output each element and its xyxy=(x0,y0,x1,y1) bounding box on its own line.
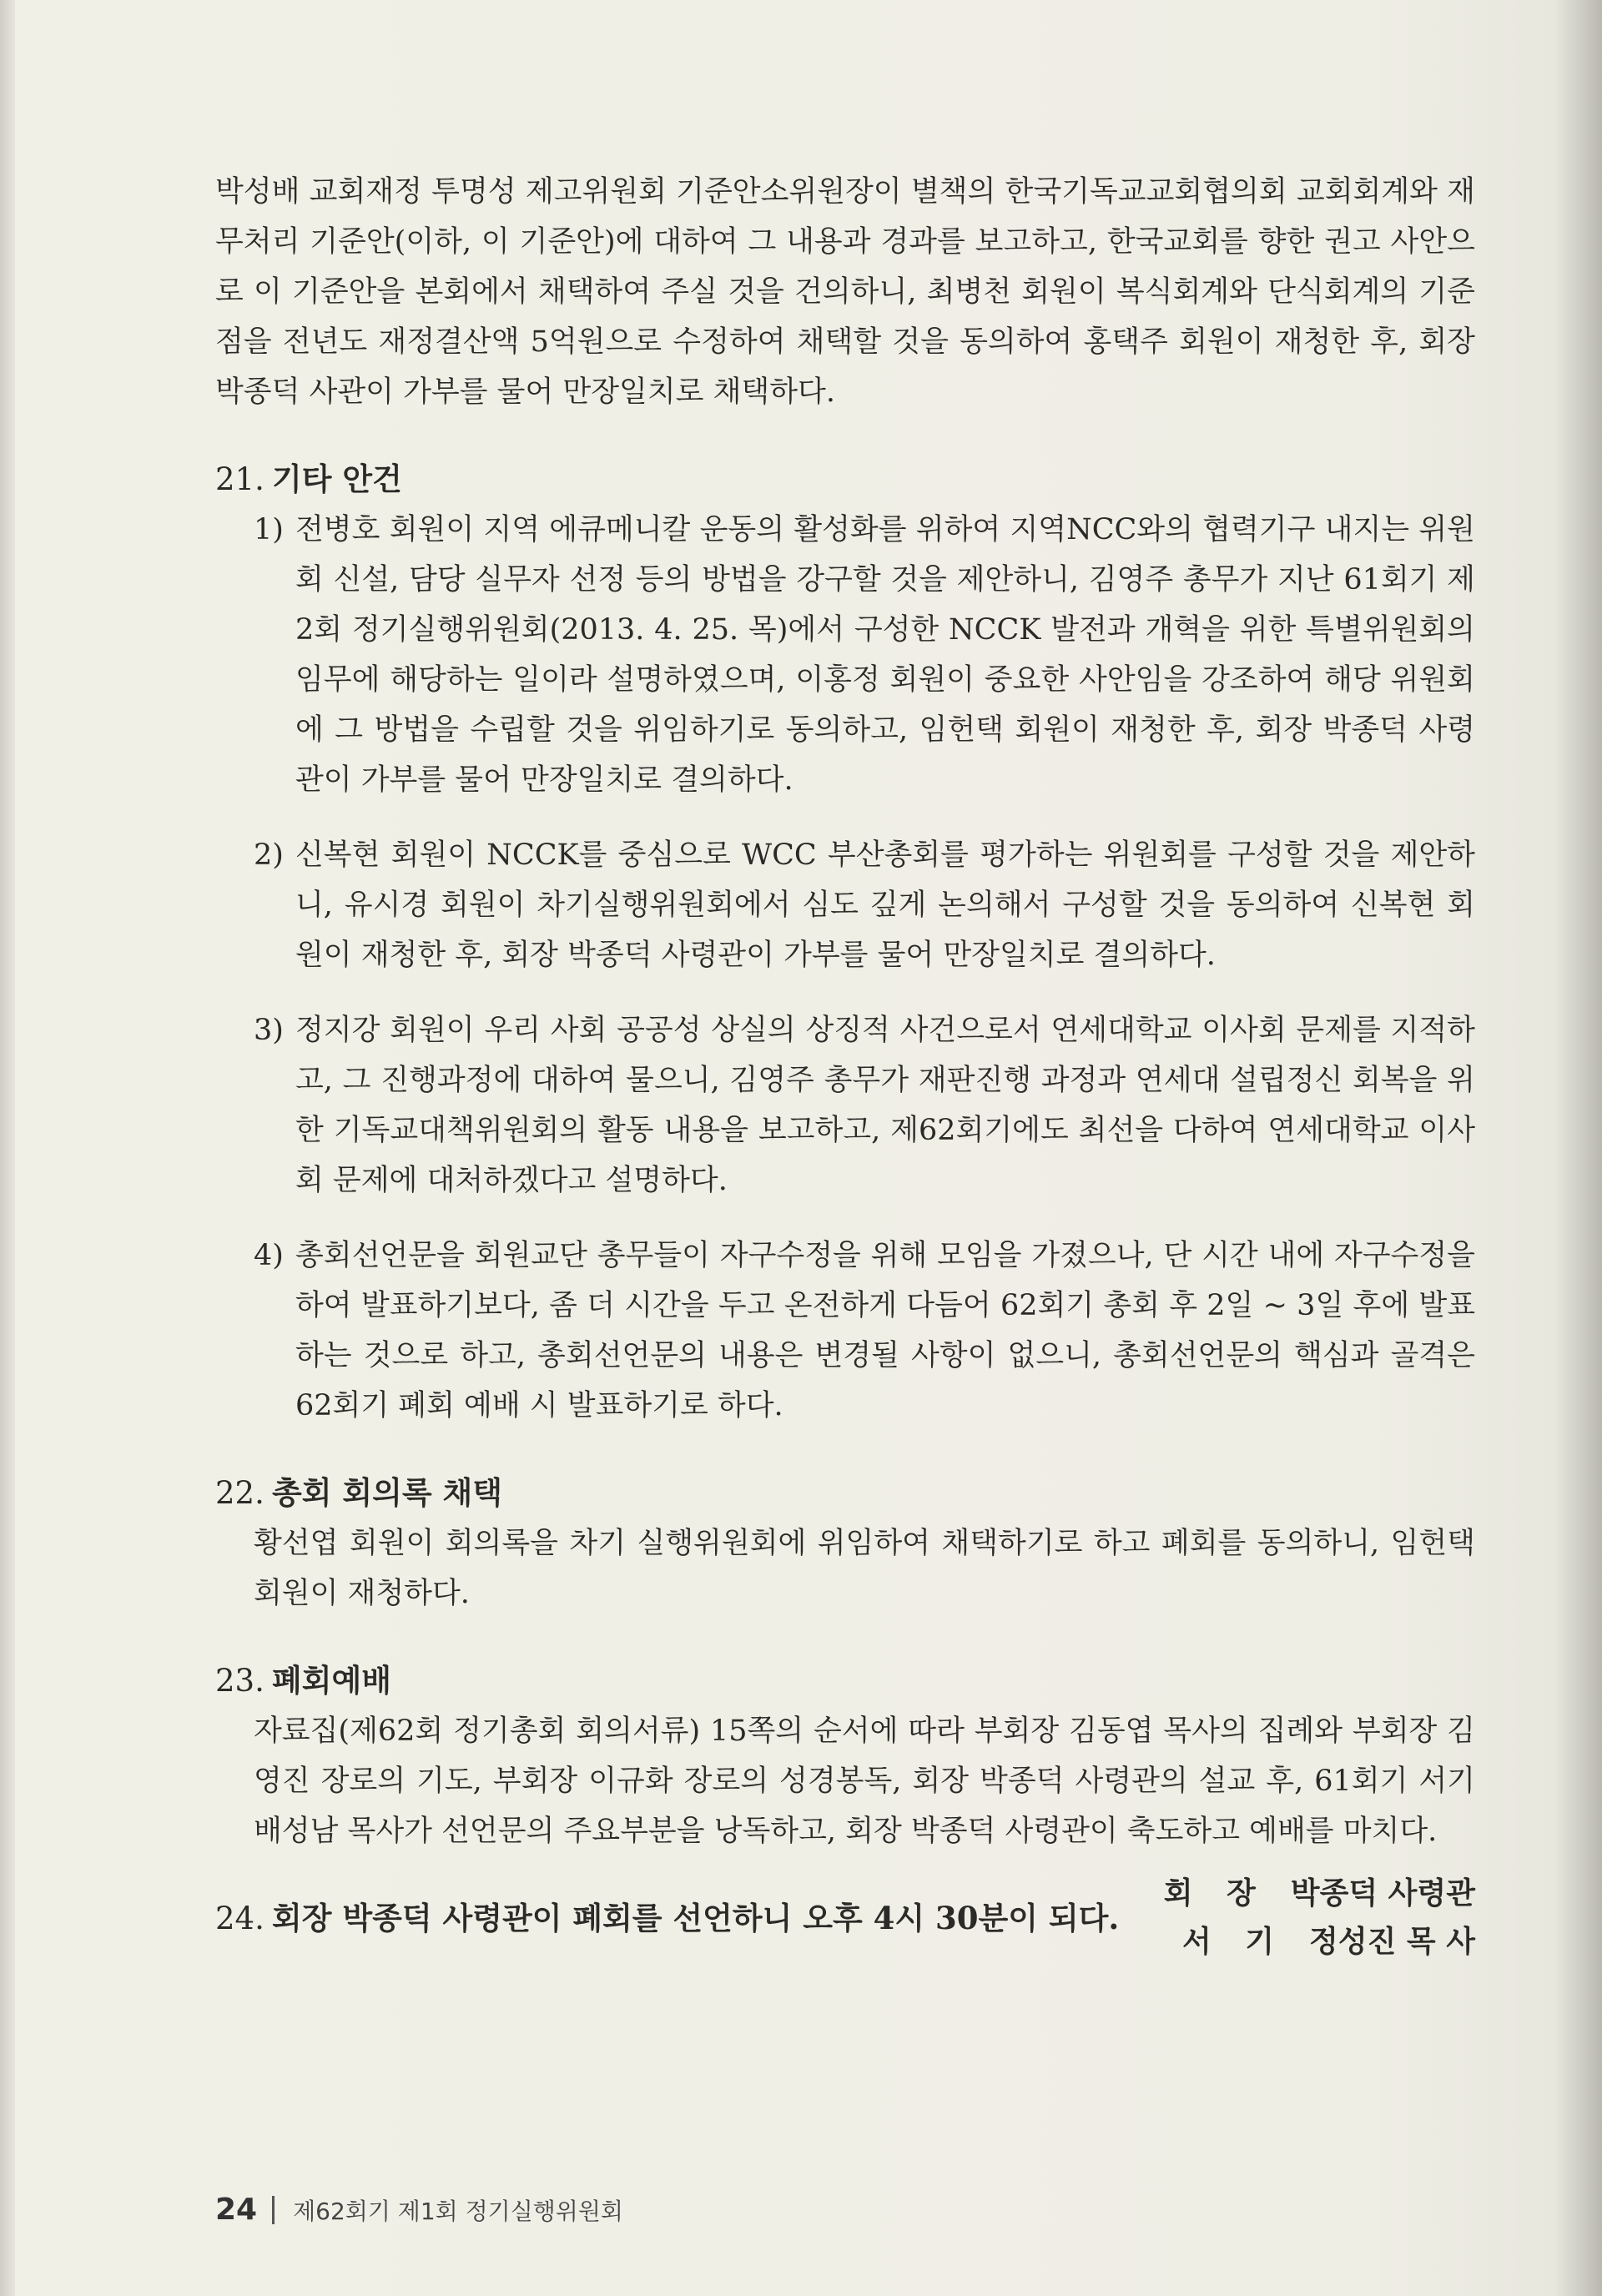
section-heading xyxy=(215,1655,1475,1706)
page-number: 24 xyxy=(215,2193,258,2227)
footer-title: 제62회기 제1회 정기실행위원회 xyxy=(293,2197,623,2225)
signature-row xyxy=(1164,1917,1475,1966)
list-item xyxy=(215,1231,1475,1431)
list-item-text: 전병호 회원이 지역 에큐메니칼 운동의 활성화를 위하여 지역NCC와의 협력기구 내지는 위원회 신설, 담당 실무자 선정 등의 방법을 강구할 것을 제안하니, 김영주 총무가 지난 61회기 제2회 정기실행위원회(2013. 4. 25. 목)에서 구성한 NCCK 발전과 개혁을 위한 특별위원회의 임무에 해당하는 일이라 설명하였으며, 이홍정 회원이 중요한 사안임을 강조하여 해당 위원회에 그 방법을 수립할 것을 위임하기로 동의하고, 임헌택 회원이 재청한 후, 회장 박종덕 사령관이 가부를 물어 만장일치로 결의하다. xyxy=(295,513,1475,797)
list-item xyxy=(215,830,1475,980)
section-number: 21. xyxy=(215,461,264,497)
section-title: 폐회예배 xyxy=(272,1662,391,1699)
page-footer xyxy=(215,2193,623,2227)
section-23 xyxy=(215,1655,1475,1856)
section-heading xyxy=(215,1468,1475,1518)
page-content xyxy=(215,167,1475,1975)
signature-role: 서 기 xyxy=(1181,1924,1287,1959)
list-item-text: 총회선언문을 회원교단 총무들이 자구수정을 위해 모임을 가졌으나, 단 시간 내에 자구수정을 하여 발표하기보다, 좀 더 시간을 두고 온전하게 다듬어 62회기 총회 후 2일 ~ 3일 후에 발표하는 것으로 하고, 총회선언문의 내용은 변경될 사항이 없으니, 총회선언문의 핵심과 골격은 62회기 폐회 예배 시 발표하기로 하다. xyxy=(295,1239,1475,1422)
section-title: 기타 안건 xyxy=(272,461,402,497)
section-body: 황선엽 회원이 회의록을 차기 실행위원회에 위임하여 채택하기로 하고 폐회를 동의하니, 임헌택 회원이 재청하다. xyxy=(254,1527,1475,1610)
section-number: 23. xyxy=(215,1663,264,1699)
signature-name: 정성진 목 사 xyxy=(1309,1924,1475,1959)
section-body: 자료집(제62회 정기총회 회의서류) 15쪽의 순서에 따라 부회장 김동엽 목사의 집례와 부회장 김영진 장로의 기도, 부회장 이규화 장로의 성경봉독, 회장 박종덕 사령관의 설교 후, 61회기 서기 배성남 목사가 선언문의 주요부분을 낭독하고, 회장 박종덕 사령관이 축도하고 예배를 마치다. xyxy=(254,1714,1475,1848)
signature-block xyxy=(1164,1869,1475,1966)
list-marker: 1) xyxy=(254,513,284,546)
signature-name: 박종덕 사령관 xyxy=(1290,1876,1475,1911)
signature-role: 회 장 xyxy=(1163,1876,1267,1911)
section-heading xyxy=(215,454,1475,505)
closing-text: 회장 박종덕 사령관이 폐회를 선언하니 오후 4시 30분이 되다. xyxy=(272,1900,1120,1936)
list-marker: 3) xyxy=(254,1014,284,1047)
book-gutter xyxy=(0,0,15,2296)
section-number: 24. xyxy=(215,1901,264,1936)
signature-row xyxy=(1164,1869,1475,1917)
section-title: 총회 회의록 채택 xyxy=(272,1474,502,1511)
list-item xyxy=(215,1005,1475,1206)
footer-divider xyxy=(272,2196,275,2224)
section-number: 22. xyxy=(215,1475,264,1511)
list-marker: 4) xyxy=(254,1239,284,1272)
section-22 xyxy=(215,1468,1475,1619)
list-marker: 2) xyxy=(254,838,284,872)
list-item xyxy=(215,505,1475,805)
list-item-text: 신복현 회원이 NCCK를 중심으로 WCC 부산총회를 평가하는 위원회를 구성할 것을 제안하니, 유시경 회원이 차기실행위원회에서 심도 깊게 논의해서 구성할 것을 동의하여 신복현 회원이 재청한 후, 회장 박종덕 사령관이 가부를 물어 만장일치로 결의하다. xyxy=(295,838,1475,972)
list-item-text: 정지강 회원이 우리 사회 공공성 상실의 상징적 사건으로서 연세대학교 이사회 문제를 지적하고, 그 진행과정에 대하여 물으니, 김영주 총무가 재판진행 과정과 연세대 설립정신 회복을 위한 기독교대책위원회의 활동 내용을 보고하고, 제62회기에도 최선을 다하여 연세대학교 이사회 문제에 대처하겠다고 설명하다. xyxy=(295,1014,1475,1197)
intro-paragraph: 박성배 교회재정 투명성 제고위원회 기준안소위원장이 별책의 한국기독교교회협의회 교회회계와 재무처리 기준안(이하, 이 기준안)에 대하여 그 내용과 경과를 보고하고, 한국교회를 향한 권고 사안으로 이 기준안을 본회에서 채택하여 주실 것을 건의하니, 최병천 회원이 복식회계와 단식회계의 기준점을 전년도 재정결산액 5억원으로 수정하여 채택할 것을 동의하여 홍택주 회원이 재청한 후, 회장 박종덕 사관이 가부를 물어 만장일치로 채택하다. xyxy=(215,175,1475,409)
section-21 xyxy=(215,454,1475,1431)
